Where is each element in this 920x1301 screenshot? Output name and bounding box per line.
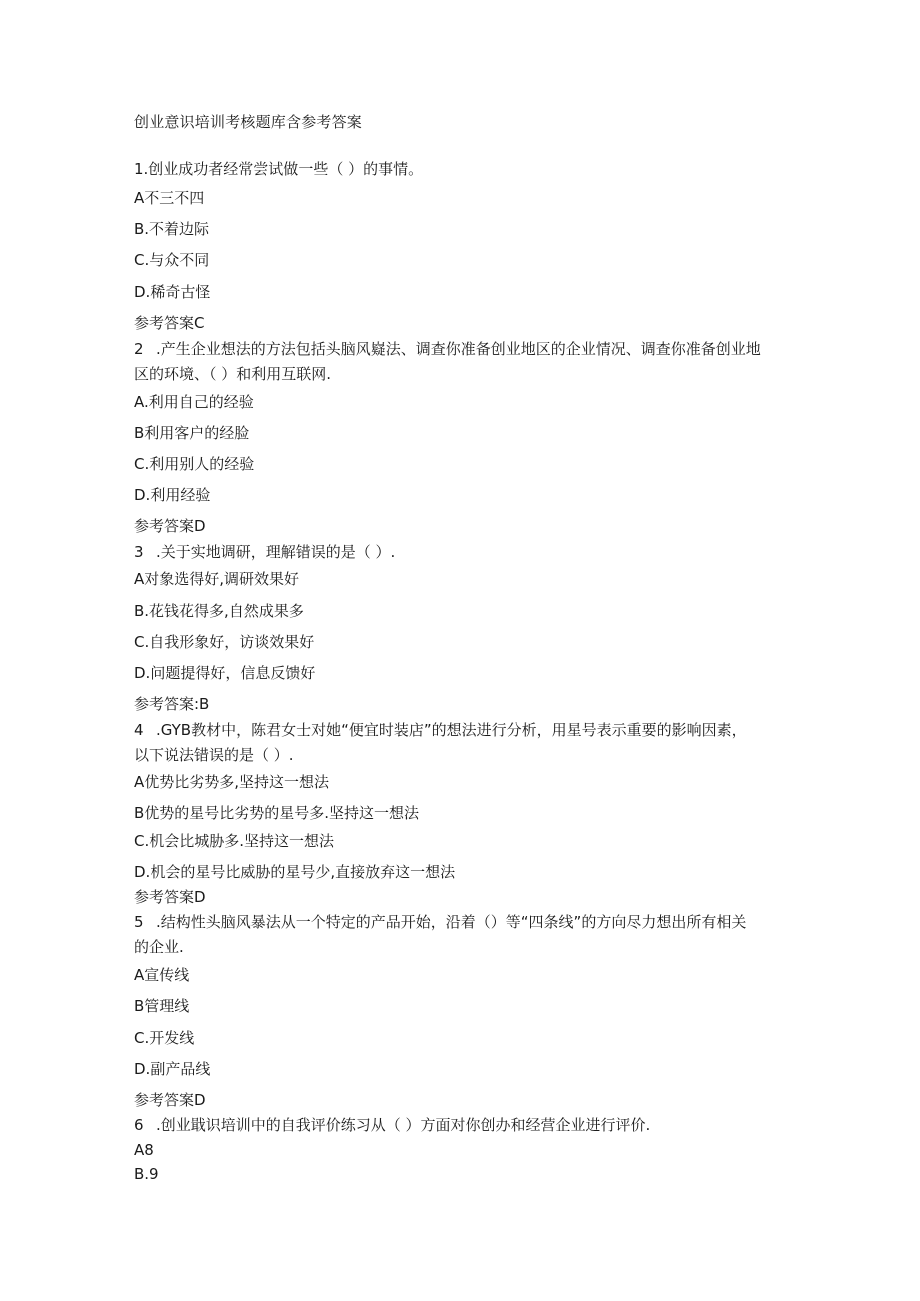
question-4-stem-line-1 (134, 720, 747, 740)
question-3-option-d: D.问题提得好，信息反馈好 (134, 664, 316, 682)
question-5-stem-text: .结构性头脑风暴法从一个特定的产品开始，沿着（）等“四条线”的方向尽力想出所有相关 (156, 913, 747, 931)
question-6-option-b: B.9 (134, 1165, 159, 1183)
question-1-stem: 1.创业成功者经常尝试做一些（ ）的事情。 (134, 160, 424, 178)
question-2-option-a: A.利用自己的经验 (134, 393, 254, 411)
question-3-stem-text: .关于实地调研，理解错误的是（ ）. (156, 543, 396, 561)
question-6-stem (134, 1115, 650, 1135)
question-5-option-d: D.副产品线 (134, 1060, 211, 1078)
question-5-option-c: C.开发线 (134, 1029, 195, 1047)
question-3-stem (134, 542, 395, 562)
question-4-stem-line-2: 以下说法错误的是（ ）. (134, 746, 294, 764)
question-1-option-b: B.不着边际 (134, 220, 210, 238)
question-5-option-b: B管理线 (134, 997, 190, 1015)
question-1-option-a: A不三不四 (134, 189, 205, 207)
question-5-answer: 参考答案D (134, 1091, 206, 1109)
question-4-stem-text: .GYB教材中，陈君女士对她“便宜时装店”的想法进行分析，用星号表示重要的影响因素， (156, 721, 747, 739)
question-2-stem-text: .产生企业想法的方法包括头脑风嶷法、调查你准备创业地区的企业情况、调查你准备创业地 (156, 340, 761, 358)
question-4-number: 4 (134, 721, 144, 739)
question-4-option-a: A优势比劣势多,坚持这一想法 (134, 773, 330, 791)
question-2-stem-line-2: 区的环境、（ ）和利用互联网. (134, 365, 332, 383)
document-title: 创业意识培训考核题库含参考答案 (134, 113, 363, 131)
question-5-number: 5 (134, 913, 144, 931)
question-1-answer: 参考答案C (134, 314, 205, 332)
question-2-option-b: B利用客户的经脸 (134, 424, 250, 442)
question-1-option-d: D.稀奇古怪 (134, 283, 211, 301)
question-2-option-d: D.利用经验 (134, 486, 211, 504)
question-3-number: 3 (134, 543, 144, 561)
question-3-option-c: C.自我形象好，访谈效果好 (134, 633, 315, 651)
question-3-option-b: B.花钱花得多,自然成果多 (134, 602, 304, 620)
question-2-option-c: C.利用别人的经验 (134, 455, 255, 473)
question-5-stem-line-2: 的企业. (134, 938, 184, 956)
question-6-stem-text: .创业戢识培训中的自我评价练习从（ ）方面对你创办和经营企业进行评价. (156, 1116, 651, 1134)
question-3-answer: 参考答案:B (134, 695, 210, 713)
question-5-stem-line-1 (134, 912, 746, 932)
question-6-option-a: A8 (134, 1141, 154, 1159)
question-2-number: 2 (134, 340, 144, 358)
question-4-option-b: B优势的星号比劣势的星号多.坚持这一想法 (134, 804, 420, 822)
question-4-option-c: C.机会比城胁多.坚持这一想法 (134, 832, 335, 850)
question-4-option-d: D.机会的星号比威胁的星号少,直接放弃这一想法 (134, 863, 456, 881)
question-4-answer: 参考答案D (134, 888, 206, 906)
question-1-option-c: C.与众不同 (134, 251, 210, 269)
question-2-stem-line-1 (134, 339, 761, 359)
question-5-option-a: A宣传线 (134, 966, 190, 984)
question-6-number: 6 (134, 1116, 144, 1134)
question-2-answer: 参考答案D (134, 517, 206, 535)
question-3-option-a: A对象选得好,调研效果好 (134, 570, 300, 588)
